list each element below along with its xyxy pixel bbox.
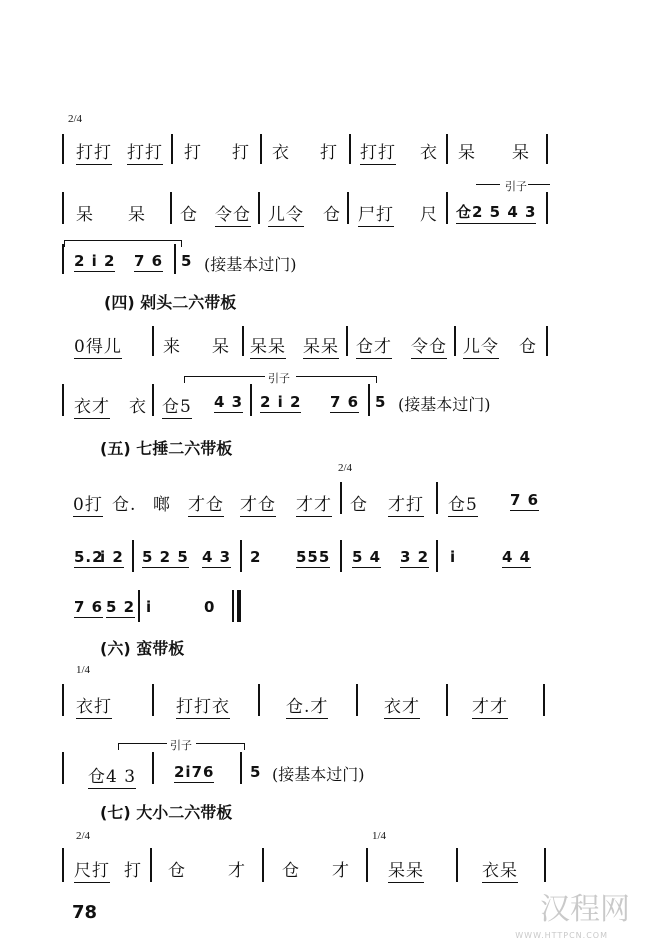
- note-cell: 仓才: [356, 332, 392, 359]
- bar-line: [258, 684, 260, 716]
- time-signature: 1/4: [76, 664, 91, 676]
- bar-line: [454, 326, 456, 356]
- note-cell: 才: [228, 861, 246, 881]
- bar-line: [340, 540, 342, 572]
- note-cell: 5 4: [352, 548, 382, 566]
- bar-line: [150, 848, 152, 882]
- bar-line: [368, 384, 370, 416]
- note-cell: 衣: [129, 397, 147, 417]
- bar-line: [349, 134, 351, 164]
- score-line: [0, 384, 660, 424]
- note-cell: 衣打: [76, 692, 112, 719]
- score-line: [0, 752, 660, 792]
- note-cell: 才仓: [240, 490, 276, 517]
- bar-line: [260, 134, 262, 164]
- bar-line: [262, 848, 264, 882]
- note-cell: 打打: [76, 138, 112, 165]
- bar-line: [356, 684, 358, 716]
- score-line: [0, 322, 660, 362]
- note-cell: 仓: [519, 337, 537, 357]
- note-cell: 5: [375, 393, 387, 411]
- bar-line: [446, 192, 448, 224]
- bar-line: [258, 192, 260, 224]
- note-cell: i 2: [100, 548, 124, 566]
- note-cell: 2i76: [174, 763, 215, 781]
- section-title: (七) 大小二六带板: [100, 803, 233, 822]
- note-cell: 呆: [212, 337, 230, 357]
- note-cell: 呆: [512, 143, 530, 163]
- note-cell: 呆呆: [388, 856, 424, 883]
- note-cell: 衣: [420, 143, 438, 163]
- bar-line: [170, 192, 172, 224]
- bar-line: [240, 540, 242, 572]
- bar-line: [436, 482, 438, 514]
- time-signature: 2/4: [68, 113, 83, 125]
- note-cell: 仓: [282, 861, 300, 881]
- note-cell: 儿令: [463, 332, 499, 359]
- bar-line: [346, 326, 348, 356]
- note-cell: 0打: [73, 490, 103, 517]
- note-cell: 尺: [420, 205, 438, 225]
- bar-line: [62, 848, 64, 882]
- note-cell: 仓: [350, 495, 368, 515]
- bar-line: [132, 540, 134, 572]
- transition-note: (接基本过门): [398, 395, 491, 414]
- bar-line: [174, 244, 176, 274]
- note-cell: 仓: [323, 205, 341, 225]
- bar-line: [366, 848, 368, 882]
- yinzi-bracket: [196, 743, 245, 750]
- note-cell: 4 3: [214, 393, 244, 411]
- score-line: [0, 240, 660, 280]
- note-cell: 呆: [458, 143, 476, 163]
- bar-line: [138, 590, 140, 622]
- time-signature: 2/4: [338, 462, 353, 474]
- note-cell: 555: [296, 548, 331, 566]
- note-cell: 2: [250, 548, 262, 566]
- note-cell: 儿令: [268, 200, 304, 227]
- bar-line: [62, 684, 64, 716]
- note-cell: 来: [163, 337, 181, 357]
- score-line: [0, 130, 660, 170]
- bar-line: [436, 540, 438, 572]
- note-cell: 呆呆: [250, 332, 286, 359]
- transition-note: (接基本过门): [204, 255, 297, 274]
- note-cell: 2 i 2: [74, 252, 116, 270]
- bar-line: [546, 326, 548, 356]
- bar-line: [446, 684, 448, 716]
- bar-line: [543, 684, 545, 716]
- note-cell: 才仓: [188, 490, 224, 517]
- section-title: (六) 蛮带板: [100, 639, 185, 658]
- note-cell: 7 6: [134, 252, 164, 270]
- bar-line: [240, 752, 242, 784]
- yinzi-bracket: [64, 240, 182, 247]
- score-line: [0, 846, 660, 886]
- score-line: [0, 538, 660, 578]
- bar-line: [347, 192, 349, 224]
- note-cell: i: [146, 598, 153, 616]
- note-cell: 打: [184, 143, 202, 163]
- bar-line: [171, 134, 173, 164]
- note-cell: 尸打: [358, 200, 394, 227]
- note-cell: 仓: [168, 861, 186, 881]
- note-cell: 呆呆: [303, 332, 339, 359]
- bar-line: [446, 134, 448, 164]
- bar-line: [152, 752, 154, 784]
- watermark-url: WWW.HTTPCN.COM: [515, 931, 608, 940]
- yinzi-label: 引子: [505, 180, 527, 193]
- bar-line: [152, 684, 154, 716]
- note-cell: 2 i 2: [260, 393, 302, 411]
- bar-line: [456, 848, 458, 882]
- note-cell: 5 2 5: [142, 548, 189, 566]
- note-cell: 7 6: [74, 598, 104, 616]
- section-title: (四) 剁头二六带板: [104, 293, 237, 312]
- score-line: [0, 590, 660, 630]
- bar-line: [62, 134, 64, 164]
- note-cell: 仓2 5 4 3: [456, 201, 536, 224]
- note-cell: 4 4: [502, 548, 532, 566]
- note-cell: 3 2: [400, 548, 430, 566]
- bar-line: [62, 244, 64, 274]
- note-cell: 才打: [388, 490, 424, 517]
- note-cell: 衣: [272, 143, 290, 163]
- time-signature: 2/4: [76, 830, 91, 842]
- note-cell: 4 3: [202, 548, 232, 566]
- bar-line: [340, 482, 342, 514]
- note-cell: 打: [124, 861, 142, 881]
- yinzi-bracket: [296, 376, 377, 383]
- note-cell: 呆: [128, 205, 146, 225]
- score-line: [0, 680, 660, 720]
- yinzi-rule: [528, 184, 550, 185]
- note-cell: 衣才: [74, 392, 110, 419]
- bar-line: [546, 134, 548, 164]
- note-cell: 打打衣: [176, 692, 230, 719]
- final-bar-line: [237, 590, 241, 622]
- note-cell: 仓.才: [286, 692, 328, 719]
- bar-line: [546, 192, 548, 224]
- note-cell: 7 6: [330, 393, 360, 411]
- bar-line: [250, 384, 252, 416]
- final-bar-line: [232, 590, 234, 622]
- bar-line: [544, 848, 546, 882]
- note-cell: 呆: [76, 205, 94, 225]
- bar-line: [242, 326, 244, 356]
- note-cell: 0得儿: [74, 332, 122, 359]
- yinzi-label: 引子: [268, 372, 290, 385]
- yinzi-bracket: [476, 185, 548, 192]
- score-line: [0, 192, 660, 232]
- yinzi-label: 引子: [170, 739, 192, 752]
- note-cell: 5: [181, 252, 193, 270]
- note-cell: 仓5: [162, 392, 192, 419]
- bar-line: [62, 752, 64, 784]
- note-cell: 令仓: [215, 200, 251, 227]
- note-cell: 5.2: [74, 548, 104, 566]
- page-number: 78: [72, 902, 98, 923]
- yinzi-bracket: [118, 743, 167, 750]
- note-cell: 5: [250, 763, 262, 781]
- note-cell: 仓5: [448, 490, 478, 517]
- note-cell: 啷: [153, 495, 171, 515]
- yinzi-rule: [476, 184, 500, 185]
- note-cell: 打: [320, 143, 338, 163]
- bar-line: [62, 192, 64, 224]
- bar-line: [62, 384, 64, 416]
- note-cell: 才才: [472, 692, 508, 719]
- note-cell: 尺打: [74, 856, 110, 883]
- note-cell: 衣才: [384, 692, 420, 719]
- note-cell: 5 2: [106, 598, 136, 616]
- note-cell: 才: [332, 861, 350, 881]
- note-cell: 仓.: [112, 495, 137, 515]
- score-line: [0, 480, 660, 520]
- watermark-logo: 汉程网: [540, 892, 630, 927]
- note-cell: 令仓: [411, 332, 447, 359]
- note-cell: 打: [232, 143, 250, 163]
- note-cell: 才才: [296, 490, 332, 517]
- note-cell: i: [450, 548, 457, 566]
- note-cell: 0: [204, 598, 216, 616]
- bar-line: [152, 326, 154, 356]
- note-cell: 衣呆: [482, 856, 518, 883]
- note-cell: 仓4 3: [88, 762, 136, 789]
- note-cell: 仓: [180, 205, 198, 225]
- transition-note: (接基本过门): [272, 765, 365, 784]
- bar-line: [152, 384, 154, 416]
- yinzi-bracket: [184, 376, 265, 383]
- section-title: (五) 七捶二六带板: [100, 439, 233, 458]
- time-signature: 1/4: [372, 830, 387, 842]
- note-cell: 打打: [360, 138, 396, 165]
- note-cell: 打打: [127, 138, 163, 165]
- note-cell: 7 6: [510, 491, 540, 509]
